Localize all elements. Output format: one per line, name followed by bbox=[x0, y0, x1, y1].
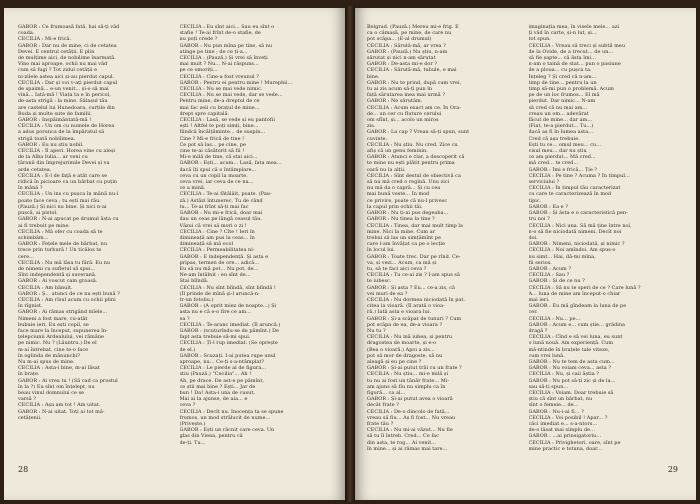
text-line: pot să mor de dragoste, să nu bbox=[367, 352, 443, 359]
text-line: fii serios. bbox=[528, 259, 552, 266]
text-line: GABOR : Și ăsta e o caracteristică pen- bbox=[528, 210, 628, 217]
text-line: CECILIA : Eu sînt aici... Sau eu sînt o bbox=[179, 24, 275, 30]
text-line: CECILIA : Tinea, dar mai mult timp la bbox=[367, 222, 464, 229]
text-line: om sfînt, și... acolo un miros bbox=[367, 117, 439, 124]
text-line: ce a mină. bbox=[179, 185, 206, 192]
text-line: GABOR : Ș... atunci de ce nu ești bună ? bbox=[18, 290, 120, 297]
text-line: citea la vioară. (Îl arată o vioa- bbox=[367, 303, 445, 310]
text-line: GABOR : Ai rămas strigând mîele... bbox=[18, 309, 108, 316]
text-line: CECILIA : Asta-i bine, m-ai lăsat bbox=[18, 365, 100, 372]
right-page bbox=[355, 8, 696, 500]
text-line: de a ploua... cu pușca ta. bbox=[528, 67, 592, 74]
text-line: de-ți. Tu... bbox=[179, 439, 206, 446]
text-line: de nimeni cu sufletul să spui... bbox=[18, 265, 96, 272]
text-line: de-asta strigă : la mine. Sălașul tău bbox=[18, 98, 108, 105]
text-line: de-o lăsat mai simplu de... bbox=[528, 427, 595, 434]
text-line: CECILIA : (Pauză.) Și vrei să înveți bbox=[179, 55, 268, 62]
text-line: Pentru mine, de-a dreptul de ce bbox=[179, 98, 260, 105]
text-line: mai fac zeii cu brațul de mine... bbox=[179, 104, 260, 111]
text-line: ai fi trebuit pe mine. bbox=[18, 222, 71, 229]
text-line: pe ce omoriți... bbox=[179, 67, 218, 74]
text-line: CECILIA : Ți-l rup imediat. (Se oprește bbox=[179, 340, 278, 347]
text-line: în la ?) Eu sînt om înțelept, nu bbox=[18, 383, 95, 390]
text-line: GABOR : (A oprit miez de noapte...) Și bbox=[179, 303, 277, 310]
text-line: GABOR : Nu te prind, după cum vrei, bbox=[367, 79, 462, 86]
text-line: CECILIA : Nu dormea niciodată în pat. bbox=[367, 296, 465, 303]
text-line: în brațe. bbox=[18, 371, 40, 378]
text-line: va, și vezi... Acum, ca mă și bbox=[367, 259, 437, 266]
text-line: GABOR : Toate trec. Dar pe rînd. Ce- bbox=[367, 253, 461, 260]
text-line: oară nu la alții. bbox=[367, 166, 406, 173]
text-line: mă cred... te cred... bbox=[528, 160, 579, 167]
text-line: (Fiat, te-a pierdut... Tu...) bbox=[528, 123, 594, 130]
text-line: tu nu ai fost un tânăr frate... Mi- bbox=[367, 377, 450, 384]
text-line: de mulțime aici, de nobilime înarmată. bbox=[18, 55, 116, 62]
text-line: n-am o taină de stat... pun o pasiune bbox=[528, 61, 621, 68]
text-line: dragă ? bbox=[528, 327, 548, 334]
text-line: tu... Te-ai frînt să-ți mai fac bbox=[179, 203, 249, 210]
text-line: asta nu e că e-o fire ce am... bbox=[179, 309, 251, 316]
text-line: CECILIA : Voi posibil ! Apar... ? bbox=[528, 414, 608, 421]
text-line: CECILIA : Nu, și caii ăștia ? bbox=[528, 371, 599, 378]
text-line: să cred că nu mai am... bbox=[528, 104, 588, 111]
text-line: CECILIA : Te-aranc imediat. (Îl aruncă.) bbox=[179, 321, 281, 328]
text-line: GABOR : Eu mă gîndeam la luna de pe bbox=[528, 303, 627, 310]
text-line: sau să-ți spun... bbox=[528, 383, 569, 390]
text-line: GABOR : Și asta ? Eu... ce-a zis, că bbox=[367, 284, 455, 291]
text-line: CECILIA : Nu se mai vede, dar se vede... bbox=[179, 92, 283, 99]
text-line: serviciului ? bbox=[528, 179, 560, 186]
text-line: CECILIA : Așa am tot ! Am uitat. bbox=[18, 402, 101, 409]
text-line: Buda și multe sute de familii. bbox=[18, 110, 93, 117]
text-line: ce privire, poate că nu-l privesc bbox=[367, 197, 448, 204]
text-line: care l-am învățat ca pe o lecție bbox=[367, 241, 446, 248]
text-line: CECILIA : Dar și voi v-ați pierdut capul bbox=[18, 79, 118, 86]
text-line: GABOR : Atunci e clar, a descoperit că bbox=[367, 154, 465, 161]
text-line: te mine nu ești plătit pentru prima bbox=[367, 160, 455, 167]
text-line: CECILIA : Nu sînt blîndă, sînt blîndă ! bbox=[179, 284, 276, 291]
text-line: CECILIA : De-o dincolo de fată... bbox=[367, 408, 450, 415]
text-line: trece prin turbură ! Un ticălos te bbox=[18, 247, 102, 254]
left-page bbox=[4, 8, 345, 500]
text-line: ră.) Iată asta e vioara lui. bbox=[367, 309, 432, 316]
text-line: GABOR : Nu ți-ai pus degeaba... bbox=[367, 210, 449, 217]
text-line: beau vinul domnului ce se bbox=[18, 389, 85, 396]
text-line: varsă ? bbox=[18, 396, 36, 403]
text-line: CECILIA : Sînt destul de obiectivă ca bbox=[367, 172, 461, 179]
text-line: pușcă, ai pistol. bbox=[18, 210, 58, 217]
text-line: de la Alba Iulia... ar veni cu bbox=[18, 154, 88, 161]
text-line: cuvinte. bbox=[367, 135, 388, 142]
text-line: ea ? bbox=[179, 315, 190, 322]
text-line: schimbăm... bbox=[18, 234, 49, 241]
text-line: CECILIA : Nu știu. Nu cred. Zice cu bbox=[367, 141, 458, 148]
text-line: GABOR : Ai voscut cam groasă. bbox=[18, 278, 98, 285]
text-line: nu simt... Hai, dă-mi mîna, bbox=[528, 253, 596, 260]
text-line: CECILIA : Pe tine ? Acuma ? În timpul... bbox=[528, 172, 630, 179]
text-line: GABOR : (scuturîndu-se de pămînt.) De bbox=[179, 327, 280, 334]
text-line: coada. bbox=[18, 30, 35, 37]
text-line: din asta, te rog... Ai venit... bbox=[367, 439, 437, 446]
text-line: frumos, un mod strălucit de nume... bbox=[179, 414, 271, 421]
text-line: GABOR : Ai vrea tu ! (Să cad ca prostul bbox=[18, 377, 118, 384]
text-line: stafie ! Te-ai frînt de-o stafie, de bbox=[179, 30, 261, 37]
text-line: GABOR : Eu nu știu nobil. bbox=[18, 141, 84, 148]
text-line: GABOR : Nu te tem de asta cum... bbox=[528, 358, 615, 365]
text-line: face mare la început, supunerea în- bbox=[18, 327, 108, 334]
text-line: ni-zilele astea aici și-au pierdut capul. bbox=[18, 73, 115, 80]
text-line: dragostea de moarte, și e-o bbox=[367, 340, 437, 347]
text-line: CECILIA : Am rîsul acum cu ochii plini bbox=[18, 296, 116, 303]
text-line: pripas, termen de ore... adică... bbox=[179, 259, 260, 266]
text-line: GABOR : Ea e ? bbox=[528, 203, 568, 210]
text-line: aleagă și eu pe cine ? bbox=[367, 358, 422, 365]
text-line: CECILIA : Un ins cu pușca în mână nu-i bbox=[18, 191, 119, 198]
text-line: glas din Viena, pentru că bbox=[179, 433, 243, 440]
text-line: CECILIA : Lasă, se vede și eu pantofii bbox=[179, 117, 276, 124]
text-line: vreau un om... adevărat bbox=[528, 110, 589, 117]
left-page-number: 28 bbox=[18, 465, 29, 474]
right-page-number: 29 bbox=[667, 465, 678, 474]
text-line: vină... Iată-mă ! Viața ta e în pericol, bbox=[18, 92, 111, 99]
text-line: ca o cămașă, pe mine, de care nu bbox=[367, 30, 452, 37]
text-line: țăranii din împrejurimile Devei și va bbox=[18, 160, 110, 167]
text-line: CECILIA : E-l de față e atât care se bbox=[18, 172, 108, 179]
right-page-columns bbox=[367, 24, 684, 464]
text-line: (Bea o vioară.) Apoi a zis... bbox=[367, 346, 435, 353]
text-line: CECILIA : Sărută-mă, ar vrea ? bbox=[367, 42, 446, 49]
text-line: m-ai întrebat, cine te-o face bbox=[18, 346, 89, 353]
text-line: GABOR : N-ai uitat. Toți ai tot mă- bbox=[18, 408, 105, 415]
text-line: GABOR : Ce frumoasă fată, hai să-ți văd bbox=[18, 24, 120, 30]
text-line: mine practic e totuna, doar... bbox=[528, 445, 602, 452]
text-line: ți văd în carte, și-n lut, și... bbox=[528, 30, 597, 37]
text-line: CECILIA : Nu mi-ai văzut... Nu fie bbox=[367, 427, 453, 434]
text-line: Înțeleg ? Și cred că n-am... bbox=[528, 73, 597, 80]
text-line: vei muri de ea ? bbox=[367, 290, 408, 297]
text-line: cere... bbox=[18, 253, 34, 260]
text-line: trebui să las un simțămînt pe bbox=[367, 234, 441, 241]
text-line: fapt asta trebuie să-mi spui. bbox=[179, 334, 251, 341]
text-line: tipic. bbox=[528, 197, 542, 204]
text-line: CECILIA : Sărută-mă, tubule, e mai bbox=[367, 67, 457, 74]
text-line: cum vrei lună. bbox=[528, 352, 565, 359]
text-line: CECILIA : Tu ce-ai zis ? I-am spus să bbox=[367, 272, 460, 279]
text-line: Ești tu ce... omul meu... cu... bbox=[528, 141, 602, 148]
text-line: CECILIA : Le pierde al de figura... bbox=[179, 365, 267, 372]
text-line: ești ! Altfel te poți simți, bine... bbox=[179, 123, 259, 130]
right-page-column-2 bbox=[529, 24, 685, 464]
text-line: CECILIA : Nu se mai vede nimic. bbox=[179, 86, 263, 93]
text-line: timp să-mi pun o problemă. Acum bbox=[528, 86, 614, 93]
text-line: CECILIA : Cine-a fost vreunul ? bbox=[179, 73, 259, 80]
text-line: n-o să fie niciodată nimeni. Decît noi bbox=[528, 228, 622, 235]
text-line: CECILIA : Voiam. Doar trebuie să bbox=[528, 389, 614, 396]
text-line: Vino mai aproape, ochii nu mai văd bbox=[18, 61, 108, 68]
text-line: GABOR : Dar nu de mine, ci de cetatea bbox=[18, 42, 117, 49]
text-line: Ah, pe drace. De ast-e pe pămînt, bbox=[179, 377, 265, 384]
text-line: CECILIA : Cînd e să vei luna, eu sunt bbox=[528, 334, 623, 341]
text-line: GABOR : E independență. Și asta e bbox=[179, 253, 269, 260]
text-line: tr-un fotoliu.) bbox=[179, 296, 214, 303]
text-line: CECILIA : Am bănuit. bbox=[18, 284, 73, 291]
text-line: bine. bbox=[367, 73, 380, 80]
text-line: dimineață am pus la ceas... în bbox=[179, 234, 255, 241]
text-line: ridică în picioare ca un bărbat cu puțin bbox=[18, 179, 118, 186]
text-line: pe de un loc frumos... El mă bbox=[528, 92, 600, 99]
text-line: CECILIA : Te-ai fătălăit, poate. (Pau- bbox=[179, 191, 272, 198]
text-line: CECILIA : Decît nu. Inocența ta se spune bbox=[179, 408, 284, 415]
text-line: mă-ntinde în brațele tale viteze, bbox=[528, 346, 610, 353]
text-line: GABOR : Inspăimântată-mă ! bbox=[18, 117, 92, 124]
text-line: arde cetatea. bbox=[18, 166, 52, 173]
text-line: nu mă da o capră... Și cu cea bbox=[367, 185, 441, 192]
text-line: să nu mă cred o regină. Unu zici bbox=[367, 179, 450, 186]
text-line: sărutat și nici n-am sărutat bbox=[367, 55, 436, 62]
text-line: GABOR : Și-a scăpat de tunuri ? Cum bbox=[367, 315, 462, 322]
text-line: GABOR : Nimeni, niciodată, și nimic ? bbox=[528, 241, 625, 248]
text-line: ceva vrei, iar ceva de ce nu... bbox=[179, 179, 254, 186]
text-line: CECILIA : Acum exact am ce. În Ora- bbox=[367, 104, 462, 111]
text-line: GABOR : Îmi e frică... Ție ? bbox=[528, 166, 598, 173]
text-line: GABOR : Nu pot să-ți zic și de la... bbox=[528, 377, 616, 384]
text-line: dacă aș fi în lumea asta... bbox=[528, 129, 593, 136]
text-line: stiu (Pauză.) "Cecilia"... Ah ! bbox=[179, 371, 252, 378]
text-line: GABOR : N-ai apucat pe drumul ăsta cu bbox=[18, 216, 119, 223]
text-line: pierdut. Dar nimic... N-am bbox=[528, 98, 596, 105]
text-line: GABOR : Fețele mele de bărbat, nu bbox=[18, 241, 108, 248]
text-line: CECILIA : Nu... pe... bbox=[528, 315, 581, 322]
text-line: Nu tu ? bbox=[367, 327, 386, 334]
text-line: pe nimic. Nu ? (Lăuntru.) De el bbox=[18, 340, 97, 347]
text-line: GABOR : ...ai prinsigatoriu... bbox=[528, 433, 602, 440]
text-line: CECILIA : Îl aperi. Horea vine cu aleși bbox=[18, 148, 116, 155]
text-line: să fie șapte... că ăsta îmi... bbox=[528, 55, 596, 62]
text-line: cum să fugi ? Tot zidul cetății e bbox=[18, 67, 98, 74]
text-line: mai mult ? Nu... N-ai răspuns... bbox=[179, 61, 259, 68]
text-line: imaginația mea, în visele mele... azi bbox=[528, 24, 620, 30]
text-line: mine. Nici la mine. Cum ar bbox=[367, 228, 436, 235]
text-line: dau un ceas pe lângă ceasul tău. bbox=[179, 216, 263, 223]
text-line: GABOR : Nu-i-ai fi... ? bbox=[528, 408, 584, 415]
text-line: de spaimă... e-un venit... și-o să mai bbox=[18, 86, 109, 93]
text-line: tru noi ? bbox=[528, 216, 550, 223]
text-line: în rîgnist. bbox=[18, 303, 43, 310]
text-line: GABOR : De-asta mi-e dor ? bbox=[367, 61, 438, 68]
text-line: GABOR : Ne sărutăm. bbox=[367, 98, 423, 105]
text-line: dimineață să mă ocol bbox=[179, 241, 234, 248]
text-line: tot spun. bbox=[528, 36, 551, 43]
text-line: am ajuns să fiu nu simplu ca în bbox=[367, 383, 446, 390]
text-line: GABOR : Acum ? bbox=[528, 265, 572, 272]
text-line: ceva ? bbox=[179, 402, 196, 409]
text-line: GABOR : Și-ai putut avea o vioară bbox=[367, 396, 453, 403]
text-line: Mai ai la ajunse, de aia... e bbox=[179, 396, 248, 403]
text-line: CECILIA : Nici una. Să mă ține între noi, bbox=[528, 222, 632, 229]
text-line: CECILIA : Un om cu numele de Horea bbox=[18, 123, 115, 130]
text-line: timp de tine... pentru la un bbox=[528, 79, 597, 86]
text-line: de... un cer cu fluture cerului bbox=[367, 110, 442, 117]
book-gutter bbox=[345, 6, 355, 502]
text-line: CECILIA : Mă ofer cu coada să te bbox=[18, 228, 103, 235]
text-line: GABOR : Nu mi-e frică, doar mai bbox=[179, 210, 263, 217]
text-line: (Privește.) bbox=[179, 421, 206, 427]
left-page-columns bbox=[18, 24, 335, 464]
text-line: CECILIA : Nu mă iubea, și pentru bbox=[367, 334, 453, 341]
text-line: zis. bbox=[367, 123, 376, 130]
text-line: a adus porunca de la împăratul să bbox=[18, 129, 105, 136]
text-line: cer. bbox=[528, 309, 538, 316]
text-line: vreau să fiu... Aș fi fost... Nu vreau bbox=[367, 414, 456, 421]
text-line: în mine... și ai rămas mai tare... bbox=[367, 445, 448, 452]
text-line: A... luna de mine am început-o chiar bbox=[528, 290, 621, 297]
text-line: visul meu... dar nu știu bbox=[528, 148, 587, 155]
text-line: CECILIA : Să nu te speri de ce ? Care lună ? bbox=[528, 284, 641, 291]
text-line: cine te-ai căsătorit să fii ! bbox=[179, 148, 245, 155]
text-line: Stai blîndă. bbox=[179, 278, 209, 285]
text-line: Devei. E centrul cetății. E plin bbox=[18, 48, 95, 55]
text-line: în oglinda de mănunchi? bbox=[18, 352, 81, 359]
text-line: decât frate ? bbox=[367, 402, 399, 409]
text-line: tu, să te faci aici ceva ? bbox=[367, 265, 427, 272]
text-line: afiș că un genu feminin. bbox=[367, 148, 428, 155]
left-page-column-2 bbox=[180, 24, 336, 464]
text-line: (Pauză.) Și nici nu bine. Și nici n-ai bbox=[18, 203, 107, 210]
text-line: CECILIA : Permeabilitatea ni- bbox=[179, 247, 255, 254]
text-line: CECILIA : Cine ? Cîte ! Ieri în bbox=[179, 228, 255, 235]
text-line: tu ai zis acum să-ți pun în bbox=[367, 86, 433, 93]
text-line: pot scăpa... (E-al drumul) bbox=[367, 36, 432, 43]
text-line: Mi-e milă de tine, că stai aici... bbox=[179, 154, 258, 161]
right-page-column-1 bbox=[367, 24, 523, 464]
text-line: Nimeni a fost mare, cu-atât bbox=[18, 315, 88, 322]
text-line: GABOR : Nu voiam ceva... asta ? bbox=[528, 365, 611, 372]
text-line: frate tău ? bbox=[367, 421, 394, 427]
left-page-column-1 bbox=[18, 24, 174, 464]
text-line: doi. bbox=[528, 234, 538, 241]
text-line: cu care te caracterizează în mod bbox=[528, 191, 612, 198]
text-line: ceva cu un copil la moarte. bbox=[179, 172, 248, 179]
text-line: poate face ceva ; tu ești mai rău. bbox=[18, 197, 101, 204]
text-line: căci imediat e... s-a-ntors... bbox=[528, 421, 598, 427]
text-line: ză.) Astăzi întunerec. Tu de când bbox=[179, 197, 263, 204]
text-line: GABOR : Nu tinea la tine ? bbox=[367, 216, 435, 223]
text-line: CECILIA : Nu știu... mi-e milă și bbox=[367, 371, 449, 378]
text-line: în locul lui. bbox=[367, 247, 396, 254]
text-line: de la Ovide, de a trecut... de un... bbox=[528, 48, 614, 55]
text-line: GABOR : La cap ? Vreau să-ți spun, sunt bbox=[367, 129, 470, 136]
text-line: CECILIA : Privighetori, oare, sînt pe bbox=[528, 439, 621, 446]
text-line: dacă îți spui că o întâmplare... bbox=[179, 166, 257, 173]
text-line: strigă toată nobilimea. bbox=[18, 135, 76, 142]
text-line: CECILIA : Sau ? bbox=[528, 272, 570, 279]
text-line: de el.) bbox=[179, 346, 196, 353]
text-line: GABOR : Ești un răcnit care ceva. Un bbox=[179, 427, 275, 434]
text-line: GABOR : Ești... acum... Lasă, fata mea... bbox=[179, 160, 282, 167]
text-line: CECILIA : Mi-e frică. bbox=[18, 36, 72, 43]
text-line: știu că sînt un bărbat, nu bbox=[528, 396, 593, 403]
text-line: Eu să nu mă pot... Nu pot, de... bbox=[179, 265, 259, 272]
text-line: atinge pe tine ; de ce ți-a... bbox=[179, 48, 248, 55]
text-line: Ne-am întâlnit : eu sînt de... bbox=[179, 272, 251, 279]
text-line: te iubesc. bbox=[367, 278, 392, 285]
text-line: făcut de mine... dar am... bbox=[528, 117, 593, 124]
text-line: țelepciunii Ardealului, vei rămâne bbox=[18, 334, 104, 341]
text-line: Văzui că vrei să mori o zi ! bbox=[179, 222, 247, 229]
text-line: GABOR : Pentru ei pentru mine ! Murephii... bbox=[179, 79, 293, 86]
text-line: CECILIA : Noi amîndoi. Am spus-o bbox=[528, 247, 616, 254]
text-line: Ce pot să las... pe cine, pe bbox=[179, 141, 246, 148]
text-line: mai bună veste... În mod bbox=[367, 191, 430, 198]
text-line: la capul prin ochii tăi. bbox=[367, 203, 423, 210]
text-line: față sărutarea mea mai urmă ? bbox=[367, 92, 445, 99]
text-line: Cred că așa trebuie. bbox=[528, 135, 580, 142]
text-line: pot scăpa de ea, de-a vioara ? bbox=[367, 321, 443, 328]
text-line: GABOR : Și-ai putut trăi cu un frate ? bbox=[367, 365, 462, 372]
text-line: CECILIA : Vreau să treci și subtil meu bbox=[528, 42, 626, 49]
text-line: figură... ca al... bbox=[367, 389, 406, 396]
text-line: ce știi mai bine ? Ești... Jar de bbox=[179, 383, 256, 390]
text-line: mai ieri. bbox=[528, 296, 550, 303]
text-line: Belgrad. (Pauză.) Mereu mi-e frig. E bbox=[367, 24, 459, 30]
text-line: în mână ? bbox=[18, 185, 43, 192]
text-line: aproape, nu... Ce-ți s-a-ntâmplat? bbox=[179, 358, 265, 365]
text-line: bubuie ieri. Eu ești copil, se bbox=[18, 321, 89, 328]
text-line: să tu îl întreb. Cred... Ce fac bbox=[367, 433, 440, 440]
text-line: nu poți crede ? bbox=[179, 36, 218, 43]
text-line: (Îl prinde de mînă și-l aruncă-n- bbox=[179, 290, 260, 297]
text-line: o lună nouă. Am experiență. Cum bbox=[528, 340, 614, 347]
text-line: GABOR : Acum e... cum știe... grădina bbox=[528, 321, 626, 328]
text-line: are castelul lui Hunedoara, curțile din bbox=[18, 104, 115, 111]
text-line: sînt o femeie... de... bbox=[528, 402, 579, 409]
text-line: GABOR : (Pauză.) Nu știu, n-am bbox=[367, 48, 448, 55]
text-line: GABOR : Scuzați. I-ai putea rupe unul bbox=[179, 352, 276, 359]
text-line: Nu m-ai spus de mine. bbox=[18, 358, 75, 365]
text-line: Cine ? Mi-e frică de tine ! bbox=[179, 135, 245, 142]
text-line: GABOR : Nu pun mîna pe tine, să nu bbox=[179, 42, 273, 49]
text-line: fiindcă încălțăminte... de suspin... bbox=[179, 129, 266, 136]
text-line: GABOR : Și de ce nu ? bbox=[528, 278, 585, 285]
text-line: CECILIA : Nu mă lăsa tu fără. Eu nu bbox=[18, 259, 111, 266]
text-line: CECILIA : În timpul tău caracterizat bbox=[528, 185, 621, 192]
text-line: cetățenii. bbox=[18, 414, 42, 421]
text-line: ce am pierdut... Mă cred... bbox=[528, 154, 596, 161]
text-line: Sînt independentă și suverană. bbox=[18, 272, 97, 279]
text-line: bun ! Da! Asta-i una de cusut. bbox=[179, 389, 255, 396]
text-line: drept spre capitală. bbox=[179, 110, 230, 117]
